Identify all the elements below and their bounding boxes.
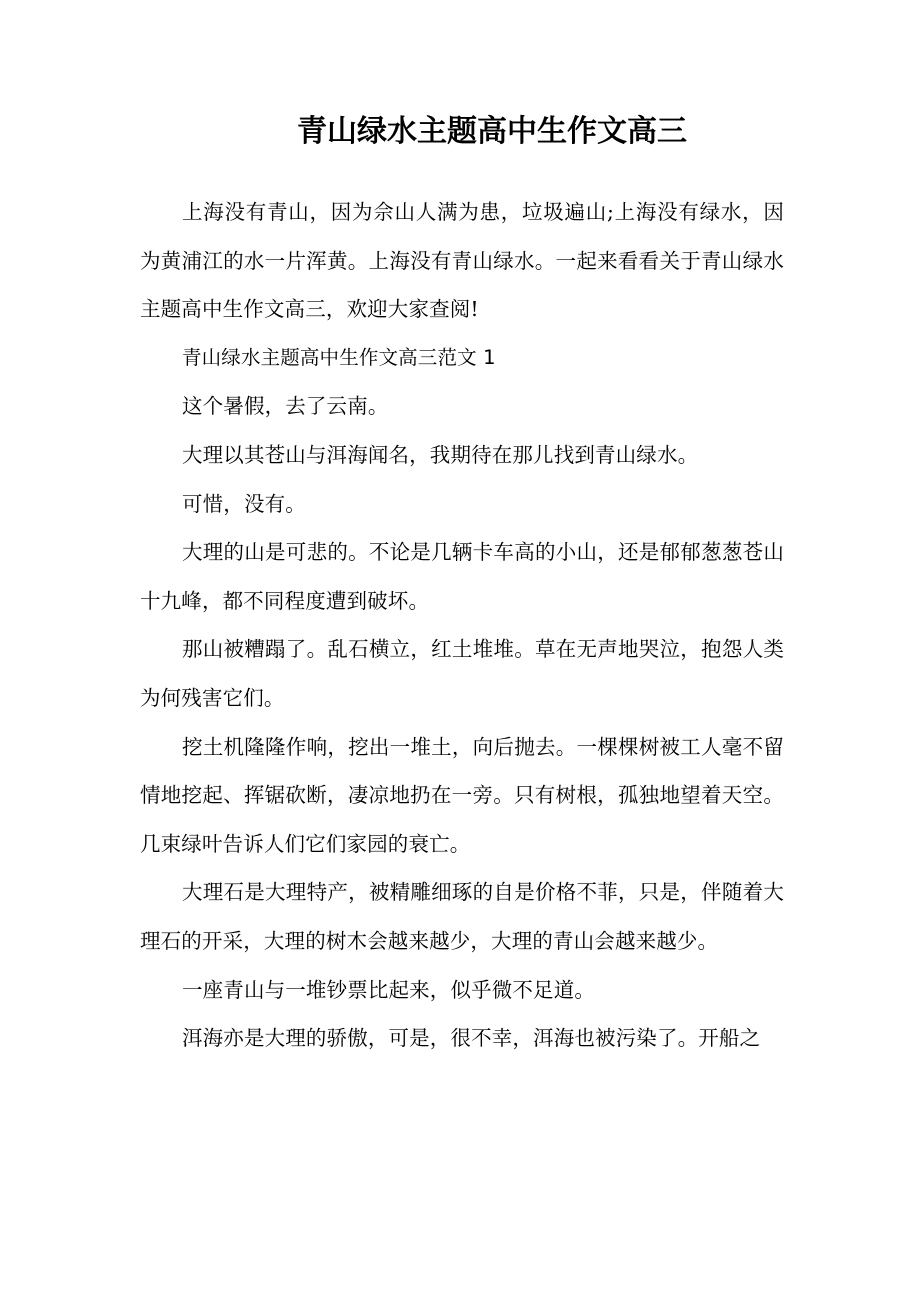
paragraph: 这个暑假，去了云南。 — [182, 394, 389, 419]
paragraph: 洱海亦是大理的骄傲，可是，很不幸，洱海也被污染了。开船之 — [182, 1026, 761, 1051]
paragraph: 大理石是大理特产，被精雕细琢的自是价格不菲，只是，伴随着大理石的开采，大理的树木会越来越少，大理的青山会越来越少。 — [140, 880, 784, 953]
section-heading: 青山绿水主题高中生作文高三范文 1 — [182, 345, 496, 369]
paragraph: 一座青山与一堆钞票比起来，似乎微不足道。 — [182, 977, 595, 1002]
document-title: 青山绿水主题高中生作文高三 — [297, 114, 687, 149]
paragraph: 可惜，没有。 — [182, 491, 306, 516]
paragraph: 大理的山是可悲的。不论是几辆卡车高的小山，还是郁郁葱葱苍山十九峰，都不同程度遭到破坏。 — [140, 540, 784, 613]
paragraph: 大理以其苍山与洱海闻名，我期待在那儿找到青山绿水。 — [182, 442, 699, 467]
paragraph-intro: 上海没有青山，因为佘山人满为患，垃圾遍山;上海没有绿水，因为黄浦江的水一片浑黄。上海没有青山绿水。一起来看看关于青山绿水主题高中生作文高三，欢迎大家查阅! — [140, 200, 784, 322]
paragraph: 挖土机隆隆作响，挖出一堆土，向后抛去。一棵棵树被工人毫不留情地挖起、挥锯砍断，凄凉地扔在一旁。只有树根，孤独地望着天空。几束绿叶告诉人们它们家园的衰亡。 — [140, 734, 784, 856]
paragraph: 那山被糟蹋了。乱石横立，红土堆堆。草在无声地哭泣，抱怨人类为何残害它们。 — [140, 637, 784, 710]
document-body — [140, 188, 784, 1063]
